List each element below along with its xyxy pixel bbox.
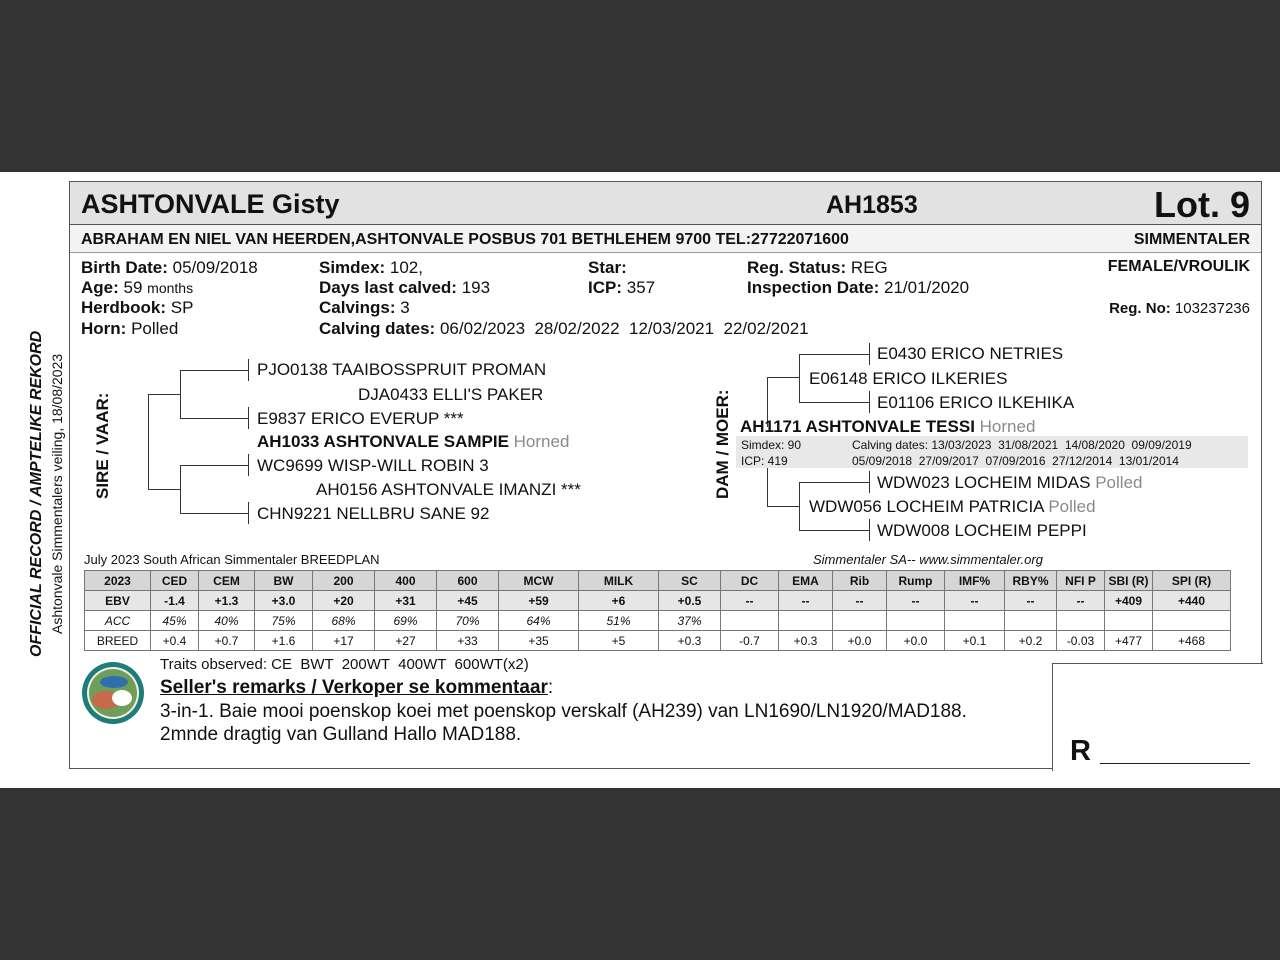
ebv-table-cell: +468 xyxy=(1153,631,1231,651)
horn-status: Horn: Polled xyxy=(81,319,179,338)
dam-sire-dam: E01106 ERICO ILKEHIKA xyxy=(877,393,1075,412)
ebv-table-cell: 69% xyxy=(375,611,437,631)
ebv-table-cell: Rib xyxy=(833,571,887,591)
ebv-table-cell: +0.0 xyxy=(833,631,887,651)
breedplan-caption: July 2023 South African Simmentaler BREEDPLAN xyxy=(84,552,380,567)
ebv-table-cell: -- xyxy=(945,591,1005,611)
dam-dam: WDW056 LOCHEIM PATRICIA Polled xyxy=(809,497,1096,516)
dam-icp: ICP: 419 xyxy=(741,454,788,468)
ebv-table-cell: +27 xyxy=(375,631,437,651)
ebv-table-cell xyxy=(779,611,833,631)
simmentaler-logo xyxy=(80,660,146,726)
lot-number: Lot. 9 xyxy=(1154,184,1250,225)
ebv-table-cell: SPI (R) xyxy=(1153,571,1231,591)
ebv-table-row xyxy=(85,571,1231,591)
ebv-table-cell: IMF% xyxy=(945,571,1005,591)
ebv-table-cell: +409 xyxy=(1105,591,1153,611)
ebv-table-cell: MCW xyxy=(499,571,579,591)
icp: ICP: 357 xyxy=(588,278,656,297)
sire-label: SIRE / VAAR: xyxy=(93,392,112,499)
ebv-table-cell: EMA xyxy=(779,571,833,591)
owner-info: ABRAHAM EN NIEL VAN HEERDEN,ASHTONVALE POSBUS 701 BETHLEHEM 9700 TEL:27722071600 xyxy=(81,231,849,248)
ebv-table-cell: -1.4 xyxy=(151,591,199,611)
birth-date: Birth Date: 05/09/2018 xyxy=(81,258,258,277)
ebv-table-cell: 400 xyxy=(375,571,437,591)
ebv-table-cell xyxy=(1105,611,1153,631)
ebv-table-cell: NFI P xyxy=(1057,571,1105,591)
ebv-table-cell xyxy=(833,611,887,631)
price-line[interactable] xyxy=(1100,763,1250,764)
ebv-table-cell xyxy=(721,611,779,631)
inspection-date: Inspection Date: 21/01/2020 xyxy=(747,278,970,297)
ebv-table-cell: +0.3 xyxy=(779,631,833,651)
sire-sire-sire: PJO0138 TAAIBOSSPRUIT PROMAN xyxy=(257,360,547,379)
sire-dam-dam: CHN9221 NELLBRU SANE 92 xyxy=(257,504,490,523)
ebv-table-row xyxy=(85,591,1231,611)
ebv-table-cell: +33 xyxy=(437,631,499,651)
ebv-table-cell: +59 xyxy=(499,591,579,611)
ebv-table-cell: 45% xyxy=(151,611,199,631)
ebv-table-cell: +0.1 xyxy=(945,631,1005,651)
ebv-table-cell: +0.3 xyxy=(659,631,721,651)
ebv-table-cell: +440 xyxy=(1153,591,1231,611)
registration-number: Reg. No: 103237236 xyxy=(1109,300,1250,317)
traits-observed: Traits observed: CE BWT 200WT 400WT 600WT(x2) xyxy=(160,656,529,673)
remarks-line-2: 2mnde dragtig van Gulland Hallo MAD188. xyxy=(160,724,522,745)
reg-status: Reg. Status: REG xyxy=(747,258,888,277)
ebv-table-row xyxy=(85,611,1231,631)
ebv-table-cell: BW xyxy=(255,571,313,591)
ebv-table-cell: -- xyxy=(779,591,833,611)
ebv-table-cell: CEM xyxy=(199,571,255,591)
ebv-table-cell: +5 xyxy=(579,631,659,651)
dam-label: DAM / MOER: xyxy=(713,389,732,499)
ebv-table-cell: -- xyxy=(1057,591,1105,611)
ebv-table-cell: -- xyxy=(833,591,887,611)
dam-sire-sire: E0430 ERICO NETRIES xyxy=(877,344,1064,363)
ebv-table-cell: -- xyxy=(721,591,779,611)
ebv-table-cell: 75% xyxy=(255,611,313,631)
ebv-table-cell xyxy=(1057,611,1105,631)
remarks-heading: Seller's remarks / Verkoper se kommentaar: xyxy=(160,677,554,698)
animal-id: AH1853 xyxy=(826,191,918,219)
sale-label: Ashtonvale Simmentalers veiling, 18/08/2023 xyxy=(49,353,65,634)
ebv-table-cell: RBY% xyxy=(1005,571,1057,591)
ebv-table-cell: ACC xyxy=(85,611,151,631)
ebv-table-cell: MILK xyxy=(579,571,659,591)
simdex: Simdex: 102, xyxy=(319,258,423,277)
ebv-table xyxy=(84,570,1231,651)
ebv-table-cell: +0.7 xyxy=(199,631,255,651)
simmentaler-website: Simmentaler SA-- www.simmentaler.org xyxy=(813,552,1043,567)
ebv-table-cell: 2023 xyxy=(85,571,151,591)
r-label: R xyxy=(1070,735,1091,767)
calvings: Calvings: 3 xyxy=(319,298,410,317)
ebv-table-cell: CED xyxy=(151,571,199,591)
dam-dam-dam: WDW008 LOCHEIM PEPPI xyxy=(877,521,1087,540)
ebv-table-cell: BREED xyxy=(85,631,151,651)
ebv-table-cell: +35 xyxy=(499,631,579,651)
ebv-table-cell: -- xyxy=(1005,591,1057,611)
ebv-table-cell: +0.0 xyxy=(887,631,945,651)
sire-dam: AH0156 ASHTONVALE IMANZI *** xyxy=(316,480,581,499)
ebv-table-row xyxy=(85,631,1231,651)
dam-calving-dates-2: 05/09/2018 27/09/2017 07/09/2016 27/12/2014 13/01/2014 xyxy=(852,454,1179,468)
ebv-table-cell xyxy=(887,611,945,631)
dam-calving-dates-1: Calving dates: 13/03/2023 31/08/2021 14/08/2020 09/09/2019 xyxy=(852,438,1192,452)
ebv-table-cell: 70% xyxy=(437,611,499,631)
age: Age: 59 months xyxy=(81,278,194,297)
ebv-table-cell: +31 xyxy=(375,591,437,611)
ebv-table-cell: +477 xyxy=(1105,631,1153,651)
ebv-table-cell: 200 xyxy=(313,571,375,591)
ebv-table-cell: +6 xyxy=(579,591,659,611)
ebv-table-cell: Rump xyxy=(887,571,945,591)
sire-sire: DJA0433 ELLI'S PAKER xyxy=(358,385,544,404)
sire: AH1033 ASHTONVALE SAMPIE Horned xyxy=(257,432,570,451)
ebv-table-cell: SC xyxy=(659,571,721,591)
ebv-table-cell: +0.2 xyxy=(1005,631,1057,651)
ebv-table-cell: +20 xyxy=(313,591,375,611)
ebv-table-cell: +3.0 xyxy=(255,591,313,611)
ebv-table-cell: +17 xyxy=(313,631,375,651)
dam-sire: E06148 ERICO ILKERIES xyxy=(809,369,1008,388)
ebv-table-cell: 37% xyxy=(659,611,721,631)
sire-sire-dam: E9837 ERICO EVERUP *** xyxy=(257,409,464,428)
ebv-table-cell xyxy=(945,611,1005,631)
dam-simdex: Simdex: 90 xyxy=(741,438,802,452)
ebv-table-cell: -0.7 xyxy=(721,631,779,651)
dam: AH1171 ASHTONVALE TESSI Horned xyxy=(740,417,1036,436)
ebv-table-cell: 40% xyxy=(199,611,255,631)
ebv-table-cell xyxy=(1005,611,1057,631)
ebv-table-cell: +1.6 xyxy=(255,631,313,651)
ebv-table-cell: 51% xyxy=(579,611,659,631)
animal-name: ASHTONVALE Gisty xyxy=(81,189,340,219)
ebv-table-cell: -- xyxy=(887,591,945,611)
herdbook: Herdbook: SP xyxy=(81,298,194,317)
ebv-table-cell: 68% xyxy=(313,611,375,631)
days-last-calved: Days last calved: 193 xyxy=(319,278,491,297)
dam-dam-sire: WDW023 LOCHEIM MIDAS Polled xyxy=(877,473,1143,492)
breed-name: SIMMENTALER xyxy=(1133,231,1250,248)
calving-dates: Calving dates: 06/02/2023 28/02/2022 12/03/2021 22/02/2021 xyxy=(319,319,809,338)
sire-dam-sire: WC9699 WISP-WILL ROBIN 3 xyxy=(257,456,489,475)
ebv-table-cell: +45 xyxy=(437,591,499,611)
lot-card xyxy=(0,172,1280,788)
ebv-table-cell: +0.4 xyxy=(151,631,199,651)
ebv-table-cell: EBV xyxy=(85,591,151,611)
ebv-table-cell: SBI (R) xyxy=(1105,571,1153,591)
ebv-table-cell: DC xyxy=(721,571,779,591)
ebv-table-cell: 600 xyxy=(437,571,499,591)
ebv-table-cell: -0.03 xyxy=(1057,631,1105,651)
sex: FEMALE/VROULIK xyxy=(1107,258,1250,275)
ebv-table-cell: +0.5 xyxy=(659,591,721,611)
ebv-table-cell xyxy=(1153,611,1231,631)
ebv-table-cell: +1.3 xyxy=(199,591,255,611)
official-record-label: OFFICIAL RECORD / AMPTELIKE REKORD xyxy=(28,330,45,657)
star: Star: xyxy=(588,258,627,277)
remarks-line-1: 3-in-1. Baie mooi poenskop koei met poenskop verskalf (AH239) van LN1690/LN1920/MAD188. xyxy=(160,701,967,722)
ebv-table-cell: 64% xyxy=(499,611,579,631)
